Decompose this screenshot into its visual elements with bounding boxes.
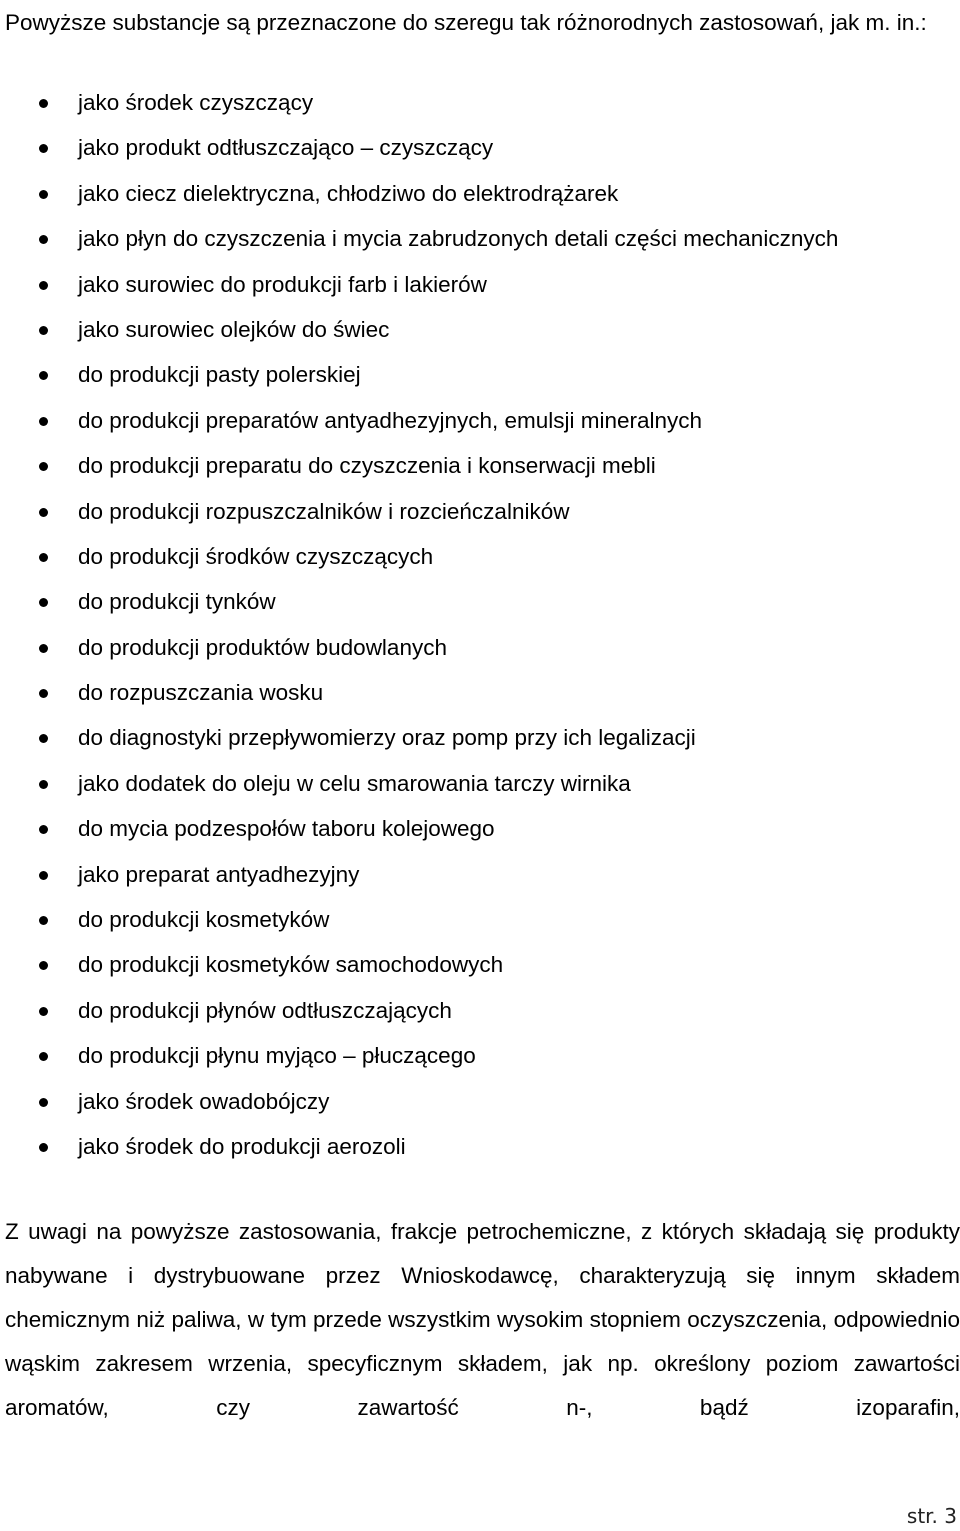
list-item bbox=[0, 942, 960, 987]
bullet-icon bbox=[39, 689, 48, 698]
bullet-icon bbox=[39, 190, 48, 199]
list-item-text: jako preparat antyadhezyjny bbox=[78, 861, 360, 887]
bullet-icon bbox=[39, 916, 48, 925]
list-item-text: do mycia podzespołów taboru kolejowego bbox=[78, 816, 495, 842]
uses-list bbox=[0, 80, 960, 1169]
bullet-icon bbox=[39, 598, 48, 607]
list-item bbox=[0, 897, 960, 942]
list-item-text: jako środek do produkcji aerozoli bbox=[78, 1133, 406, 1159]
list-item-text: do produkcji rozpuszczalników i rozcieńczalników bbox=[78, 498, 570, 524]
bullet-icon bbox=[39, 417, 48, 426]
list-item-text: do rozpuszczania wosku bbox=[78, 680, 324, 706]
bullet-icon bbox=[39, 371, 48, 380]
closing-paragraph: Z uwagi na powyższe zastosowania, frakcje petrochemiczne, z których składają się produkty nabywane i dystrybuowane przez Wnioskodawcę, charakteryzują się innym składem chemicznym niż paliwa, w tym przede wszystkim wysokim stopniem oczyszczenia, odpowiednio wąskim zakresem wrzenia, specyficznym składem, jak np. określony poziom zawartości aromatów, czy zawartość n-, bądź izoparafin, bbox=[5, 1219, 960, 1420]
list-item-text: jako środek owadobójczy bbox=[78, 1088, 330, 1114]
bullet-icon bbox=[39, 1007, 48, 1016]
bullet-icon bbox=[39, 644, 48, 653]
list-item bbox=[0, 125, 960, 170]
list-item-text: do produkcji płynów odtłuszczających bbox=[78, 997, 452, 1023]
list-item-text: jako surowiec olejków do świec bbox=[78, 316, 390, 342]
list-item-text: do diagnostyki przepływomierzy oraz pomp przy ich legalizacji bbox=[78, 725, 696, 751]
bullet-icon bbox=[39, 825, 48, 834]
page-number: str. 3 bbox=[906, 1504, 957, 1528]
list-item-text: jako surowiec do produkcji farb i lakierów bbox=[78, 271, 487, 297]
list-item-text: jako płyn do czyszczenia i mycia zabrudzonych detali części mechanicznych bbox=[78, 226, 839, 252]
list-item bbox=[0, 1079, 960, 1124]
list-item bbox=[0, 715, 960, 760]
list-item-text: do produkcji produktów budowlanych bbox=[78, 634, 447, 660]
bullet-icon bbox=[39, 508, 48, 517]
list-item bbox=[0, 988, 960, 1033]
list-item-text: jako produkt odtłuszczająco – czyszczący bbox=[78, 135, 494, 161]
bullet-icon bbox=[39, 144, 48, 153]
bullet-icon bbox=[39, 871, 48, 880]
list-item bbox=[0, 489, 960, 534]
bullet-icon bbox=[39, 1098, 48, 1107]
list-item bbox=[0, 1124, 960, 1169]
list-item bbox=[0, 670, 960, 715]
bullet-icon bbox=[39, 961, 48, 970]
list-item bbox=[0, 398, 960, 443]
list-item-text: jako środek czyszczący bbox=[78, 90, 314, 115]
list-item bbox=[0, 443, 960, 488]
list-item bbox=[0, 262, 960, 307]
bullet-icon bbox=[39, 235, 48, 244]
list-item bbox=[0, 1033, 960, 1078]
list-item-text: do produkcji kosmetyków samochodowych bbox=[78, 952, 504, 978]
bullet-icon bbox=[39, 99, 48, 108]
bullet-icon bbox=[39, 1052, 48, 1061]
bullet-icon bbox=[39, 281, 48, 290]
bullet-icon bbox=[39, 734, 48, 743]
list-item-text: do produkcji tynków bbox=[78, 589, 276, 615]
list-item bbox=[0, 216, 960, 261]
bullet-icon bbox=[39, 553, 48, 562]
list-item bbox=[0, 80, 960, 125]
list-item bbox=[0, 352, 960, 397]
list-item-text: do produkcji środków czyszczących bbox=[78, 543, 434, 569]
list-item bbox=[0, 761, 960, 806]
list-item bbox=[0, 625, 960, 670]
intro-paragraph: Powyższe substancje są przeznaczone do szeregu tak różnorodnych zastosowań, jak m. in.: bbox=[5, 10, 927, 35]
list-item-text: do produkcji płynu myjąco – płuczącego bbox=[78, 1043, 476, 1069]
list-item-text: jako dodatek do oleju w celu smarowania tarczy wirnika bbox=[78, 770, 631, 796]
bullet-icon bbox=[39, 326, 48, 335]
list-item-text: do produkcji pasty polerskiej bbox=[78, 362, 361, 388]
list-item bbox=[0, 307, 960, 352]
list-item bbox=[0, 534, 960, 579]
bullet-icon bbox=[39, 1143, 48, 1152]
list-item-text: do produkcji kosmetyków bbox=[78, 907, 330, 933]
bullet-icon bbox=[39, 780, 48, 789]
list-item bbox=[0, 579, 960, 624]
list-item bbox=[0, 852, 960, 897]
list-item-text: jako ciecz dielektryczna, chłodziwo do elektrodrążarek bbox=[78, 180, 619, 206]
list-item bbox=[0, 806, 960, 851]
bullet-icon bbox=[39, 462, 48, 471]
list-item-text: do produkcji preparatu do czyszczenia i konserwacji mebli bbox=[78, 453, 656, 479]
list-item-text: do produkcji preparatów antyadhezyjnych, emulsji mineralnych bbox=[78, 407, 703, 433]
list-item bbox=[0, 171, 960, 216]
